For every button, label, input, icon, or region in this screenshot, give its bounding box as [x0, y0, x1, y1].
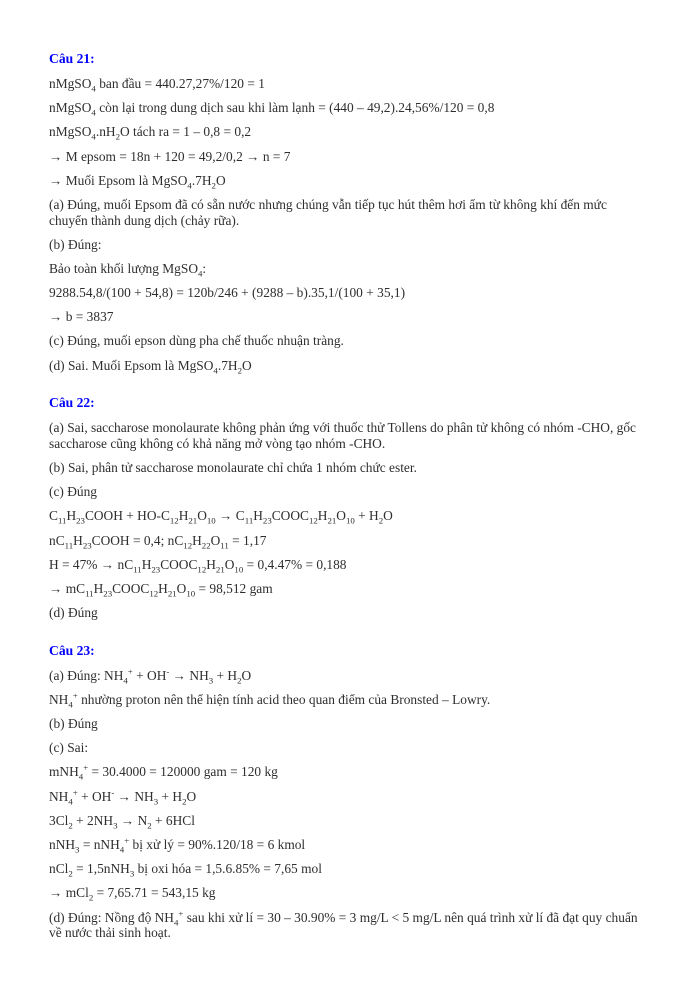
formula-line: nCl$_2$ = 1,5nNH$_3$ bị oxi hóa = 1,5.6.85% = 7,65 mol	[49, 861, 322, 879]
formula-line: $nC_{11}H_{23}COOH = 0,4$; $nC_{12}H_{22}O_{11} = 1,17$	[49, 532, 267, 551]
answer-line-d: (d) Đúng	[49, 605, 98, 621]
formula-line: nMgSO$_4$ ban đầu = 440.27,27%/120 = 1	[49, 76, 265, 94]
formula-line: nNH$_3$ = nNH$_4$+ bị xử lý = 90%.120/18 = 6 kmol	[49, 835, 306, 855]
formula-line: $nMgSO_4.nH_2O$ tách ra = 1 – 0,8 = 0,2	[49, 124, 252, 143]
formula-line: $NH_4^+ + OH^- \to NH_3 + H_2O$	[49, 787, 197, 807]
formula-line: mNH$_4$+ = 30.4000 = 120000 gam = 120 kg	[49, 763, 278, 783]
formula-line: → $mC_{11}H_{23}COOC_{12}H_{21}O_{10} = 98,512$ gam	[49, 580, 273, 599]
formula-line: $H = 47\% \to nC_{11}H_{23}COOC_{12}H_{21}O_{10} = 0,4.47\% = 0,188$	[49, 556, 347, 575]
answer-line-b: (b) Đúng:	[49, 236, 102, 252]
answer-line-c: (c) Sai:	[49, 740, 89, 756]
text-line: $NH_4^+$ nhường proton nên thể hiện tính acid theo quan điểm của Bronsted – Lowry.	[49, 690, 491, 710]
formula-line: 9288.54,8/(100 + 54,8) = 120b/246 + (9288 – b).35,1/(100 + 35,1)	[49, 285, 406, 301]
answer-line-c: (c) Đúng	[49, 484, 97, 500]
answer-line-a: (a) Đúng, muối Epsom đã có sẵn nước nhưng chúng vẫn tiếp tục hút thêm hơi ẩm từ không khí đến mức chuyển thành dung dịch (chảy rữa).	[49, 196, 607, 228]
text-line: Bảo toàn khối lượng MgSO$_4$:	[49, 260, 207, 279]
section-cau-23	[49, 643, 645, 941]
section-title: Câu 21:	[49, 51, 95, 66]
formula-line: $3Cl_2 + 2NH_3 \to N_2 + 6HCl$	[49, 812, 195, 831]
section-cau-21	[49, 51, 645, 376]
formula-line: nMgSO$_4$ còn lại trong dung dịch sau khi làm lạnh = (440 – 49,2).24,56%/120 = 0,8	[49, 100, 495, 118]
formula-line: → mCl$_2$ = 7,65.71 = 543,15 kg	[49, 885, 216, 903]
formula-line: $C_{11}H_{23}COOH + HO-C_{12}H_{21}O_{10}$ → $C_{11}H_{23}COOC_{12}H_{21}O_{10} + H_2O$	[49, 508, 393, 527]
section-title: Câu 22:	[49, 395, 95, 411]
formula-line: → M epsom = 18n + 120 = 49,2/0,2 → n = 7	[49, 148, 291, 164]
answer-line-d: (d) Sai. Muối Epsom là $MgSO_4.7H_2O$	[49, 357, 252, 376]
answer-line-b: (b) Đúng	[49, 716, 98, 732]
formula-line: → b = 3837	[49, 309, 114, 325]
formula-line: → Muối Epsom là $MgSO_4.7H_2O$	[49, 172, 226, 191]
section-cau-22	[49, 395, 645, 621]
answer-line-d: (d) Đúng: Nồng độ $NH_4^+$ sau khi xử lí = 30 – 30.90% = 3 mg/L < 5 mg/L nên quá trình xử lí đã đạt quy chuẩn về nước thải sinh hoạt.	[49, 908, 638, 941]
answer-line-b: (b) Sai, phân tử saccharose monolaurate chỉ chứa 1 nhóm chức ester.	[49, 460, 417, 476]
answer-line-a: (a) Đúng: $NH_4^+ + OH^- \to NH_3 + H_2O$	[49, 666, 252, 686]
section-title: Câu 23:	[49, 642, 95, 658]
answer-line-c: (c) Đúng, muối epson dùng pha chế thuốc nhuận tràng.	[49, 333, 344, 349]
answer-line-a: (a) Sai, saccharose monolaurate không phản ứng với thuốc thử Tollens do phân tử không có nhóm -CHO, gốc saccharose cũng không có khả năng mở vòng tạo nhóm -CHO.	[49, 420, 636, 451]
